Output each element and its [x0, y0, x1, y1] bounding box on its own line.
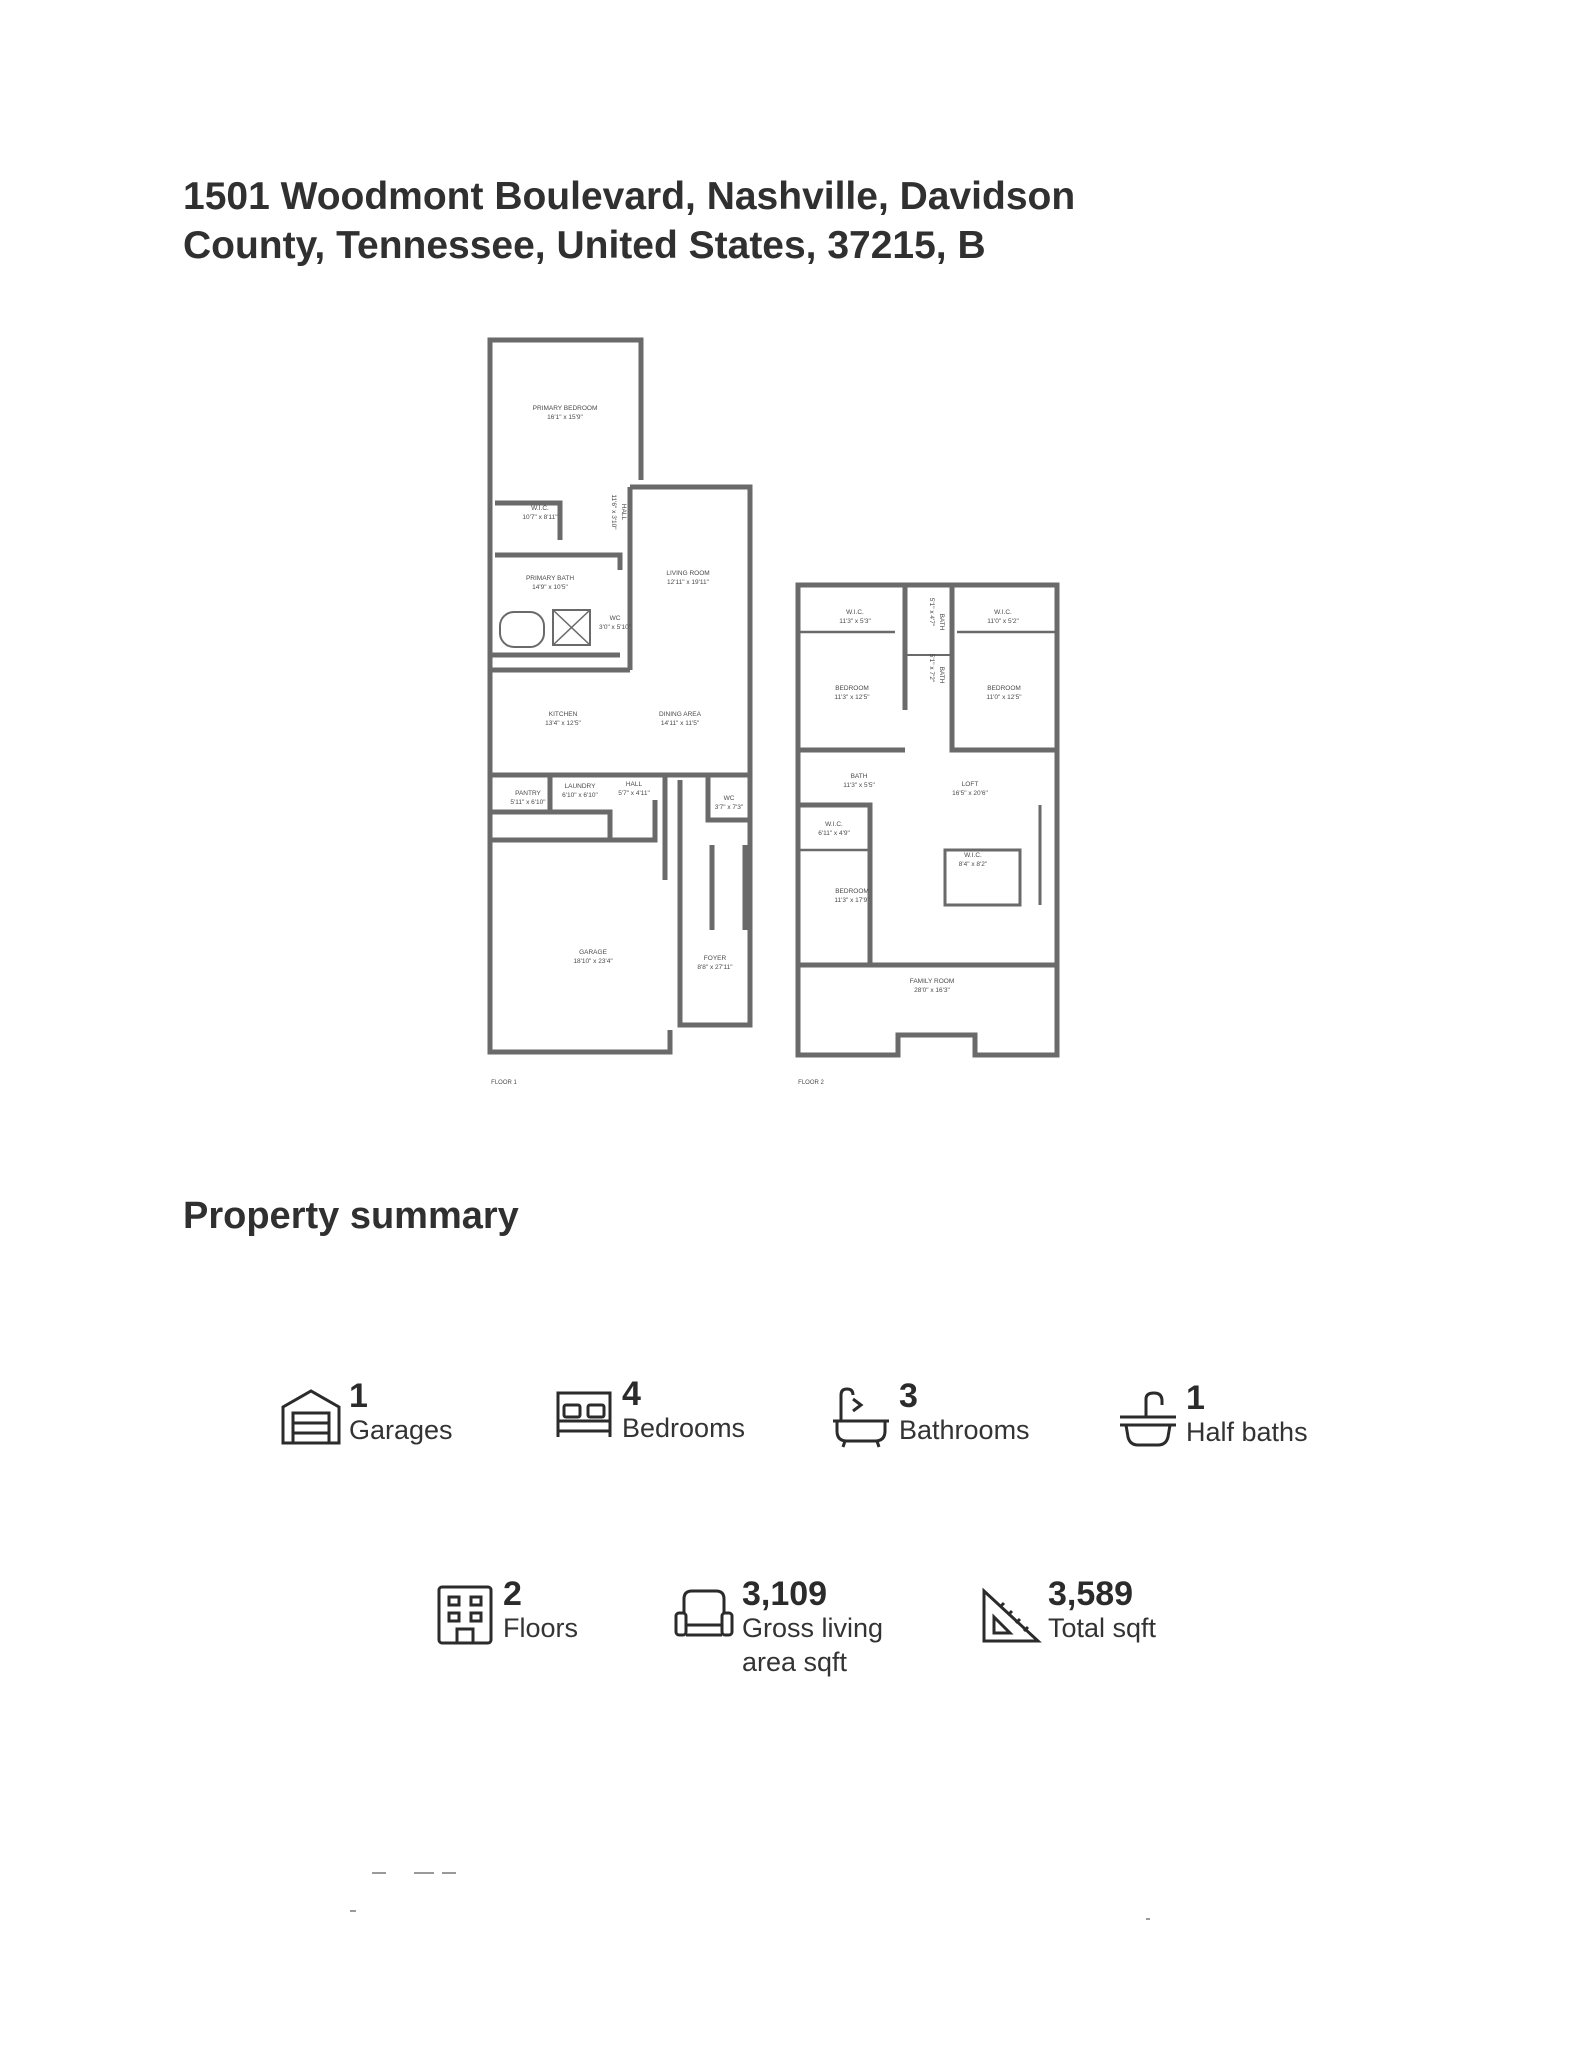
svg-text:16'1" x 15'9": 16'1" x 15'9"	[547, 414, 583, 421]
bathrooms-label: Bathrooms	[899, 1415, 1030, 1445]
svg-text:5'11" x 6'10": 5'11" x 6'10"	[510, 799, 546, 806]
svg-text:PRIMARY BATH: PRIMARY BATH	[525, 575, 575, 582]
svg-text:5'7" x 4'11": 5'7" x 4'11"	[618, 790, 650, 797]
svg-text:12'11" x 19'11": 12'11" x 19'11"	[667, 579, 709, 586]
svg-text:FAMILY ROOM: FAMILY ROOM	[909, 978, 955, 985]
garages-value: 1	[349, 1377, 368, 1415]
svg-text:WC: WC	[723, 795, 735, 802]
floor-1-label: FLOOR 1	[491, 1080, 517, 1086]
svg-text:W.I.C.: W.I.C.	[994, 609, 1012, 616]
svg-text:W.I.C.: W.I.C.	[531, 505, 549, 512]
svg-text:8'4" x 8'2": 8'4" x 8'2"	[958, 861, 988, 868]
stat-bathrooms	[829, 1379, 1030, 1449]
floor-2-label: FLOOR 2	[798, 1080, 824, 1086]
svg-text:8'8" x 27'11": 8'8" x 27'11"	[697, 964, 733, 971]
stat-half-baths	[1116, 1381, 1308, 1451]
floor-plan-labels	[491, 405, 1022, 1086]
svg-text:14'11" x 11'5": 14'11" x 11'5"	[660, 720, 700, 727]
svg-text:FOYER: FOYER	[703, 955, 727, 962]
svg-text:DINING AREA: DINING AREA	[659, 711, 701, 718]
total-sqft-label: Total sqft	[1048, 1613, 1157, 1643]
svg-text:LIVING ROOM: LIVING ROOM	[666, 570, 710, 577]
total-sqft-value: 3,589	[1048, 1575, 1134, 1613]
building-icon	[433, 1583, 497, 1647]
sofa-icon	[672, 1583, 736, 1647]
garage-icon	[279, 1385, 343, 1449]
stat-floors	[433, 1577, 578, 1647]
svg-text:6'11" x 4'9": 6'11" x 4'9"	[818, 830, 850, 837]
stat-total-sqft	[978, 1577, 1156, 1647]
bedrooms-value: 4	[622, 1375, 641, 1413]
address-line-2: County, Tennessee, United States, 37215, B	[183, 224, 986, 267]
svg-text:BATH: BATH	[850, 773, 868, 780]
svg-text:BEDROOM: BEDROOM	[835, 685, 869, 692]
svg-text:KITCHEN: KITCHEN	[548, 711, 578, 718]
svg-text:LAUNDRY: LAUNDRY	[564, 783, 596, 790]
svg-text:BEDROOM: BEDROOM	[987, 685, 1021, 692]
stat-gross-living-area	[672, 1577, 912, 1679]
svg-text:5'1" x 4'7": 5'1" x 4'7"	[928, 597, 935, 627]
svg-text:PANTRY: PANTRY	[515, 790, 541, 797]
svg-text:WC: WC	[609, 615, 621, 622]
svg-text:W.I.C.: W.I.C.	[846, 609, 864, 616]
svg-text:BEDROOM: BEDROOM	[835, 888, 869, 895]
svg-text:28'0" x 16'3": 28'0" x 16'3"	[914, 987, 950, 994]
svg-text:LOFT: LOFT	[961, 781, 979, 788]
floor-1-plan	[490, 340, 750, 1052]
bathtub-icon	[829, 1385, 893, 1449]
set-square-icon	[978, 1583, 1042, 1647]
svg-text:HALL: HALL	[620, 503, 627, 521]
svg-text:11'3" x 5'3": 11'3" x 5'3"	[839, 618, 871, 625]
room-primary-bedroom: PRIMARY BEDROOM	[532, 405, 598, 412]
floors-label: Floors	[503, 1613, 579, 1643]
svg-text:W.I.C.: W.I.C.	[825, 821, 843, 828]
summary-title: Property summary	[183, 1195, 519, 1237]
svg-text:BATH: BATH	[938, 613, 945, 631]
svg-text:W.I.C.: W.I.C.	[964, 852, 982, 859]
half-baths-value: 1	[1186, 1379, 1205, 1417]
bathrooms-value: 3	[899, 1377, 918, 1415]
gross-living-area-label: Gross living area sqft	[742, 1613, 884, 1677]
svg-text:3'7" x 7'3": 3'7" x 7'3"	[714, 804, 744, 811]
gross-living-area-value: 3,109	[742, 1575, 828, 1613]
svg-text:13'4" x 12'5": 13'4" x 12'5"	[545, 720, 581, 727]
svg-text:11'3" x 5'5": 11'3" x 5'5"	[843, 782, 875, 789]
stat-garages	[279, 1379, 453, 1449]
svg-text:14'9" x 10'5": 14'9" x 10'5"	[532, 584, 568, 591]
bedrooms-label: Bedrooms	[622, 1413, 746, 1443]
garages-label: Garages	[349, 1415, 453, 1445]
svg-text:6'10" x 6'10": 6'10" x 6'10"	[562, 792, 598, 799]
svg-text:5'1" x 7'2": 5'1" x 7'2"	[928, 653, 935, 683]
floors-value: 2	[503, 1575, 522, 1613]
svg-text:BATH: BATH	[938, 666, 945, 684]
svg-text:HALL: HALL	[625, 781, 643, 788]
stat-bedrooms	[552, 1377, 745, 1447]
svg-text:11'0" x 5'2": 11'0" x 5'2"	[987, 618, 1019, 625]
svg-text:11'3" x 17'9": 11'3" x 17'9"	[834, 897, 870, 904]
svg-text:10'7" x 8'11": 10'7" x 8'11"	[522, 514, 558, 521]
half-baths-label: Half baths	[1186, 1417, 1308, 1447]
bed-icon	[552, 1383, 616, 1447]
svg-text:11'6" x 3'10": 11'6" x 3'10"	[610, 494, 617, 530]
svg-text:GARAGE: GARAGE	[579, 949, 607, 956]
svg-text:18'10" x 23'4": 18'10" x 23'4"	[573, 958, 613, 965]
svg-text:16'5" x 20'6": 16'5" x 20'6"	[952, 790, 988, 797]
address-line-1: 1501 Woodmont Boulevard, Nashville, Davidson	[183, 175, 1076, 218]
sink-icon	[1116, 1387, 1180, 1451]
svg-text:11'3" x 12'5": 11'3" x 12'5"	[834, 694, 870, 701]
svg-text:3'0" x 5'10": 3'0" x 5'10"	[598, 624, 632, 631]
svg-text:11'0" x 12'5": 11'0" x 12'5"	[986, 694, 1022, 701]
